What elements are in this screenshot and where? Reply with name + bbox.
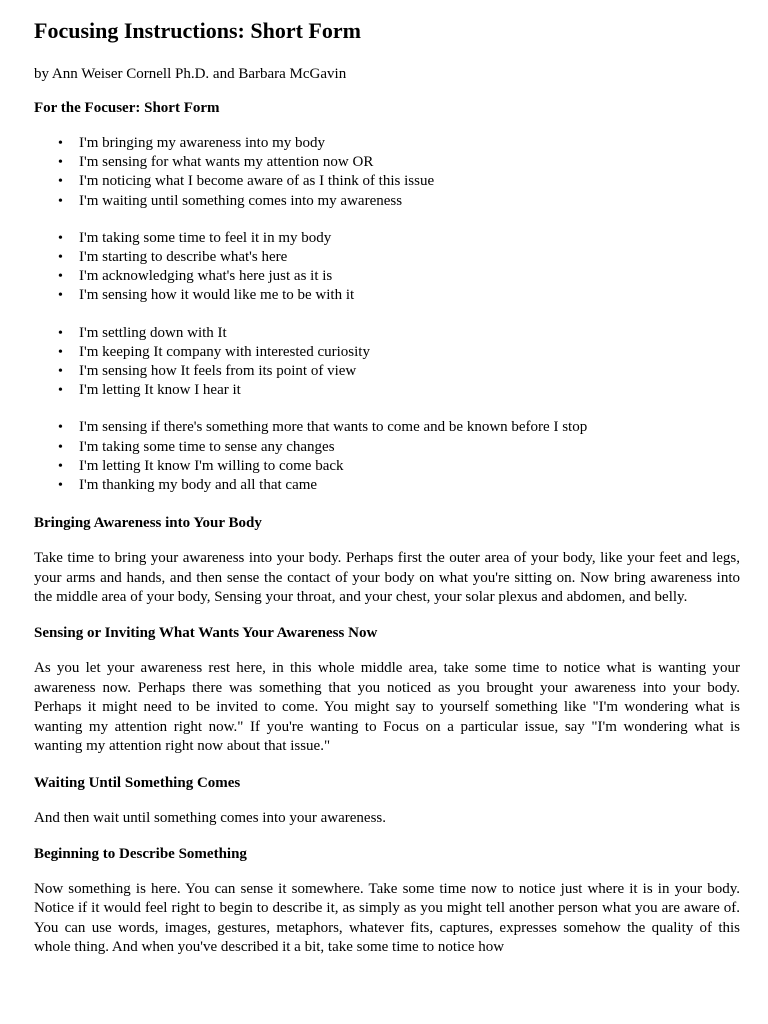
list-item <box>58 286 740 305</box>
section-paragraph: Now something is here. You can sense it somewhere. Take some time now to notice just where it is in your body. Notice if it would feel right to begin to describe it, as simply as you might tell another person what you are aware of. You can use words, images, gestures, metaphors, whatever fits, captures, expresses somehow the quality of this whole thing. And when you've described it a bit, take some time to notice how <box>34 880 740 956</box>
list-item-text: I'm acknowledging what's here just as it is <box>79 268 333 285</box>
list-item-text: I'm sensing how it would like me to be with it <box>79 287 355 304</box>
list-item <box>58 418 740 437</box>
bullet-icon: • <box>58 250 63 266</box>
section-heading: Sensing or Inviting What Wants Your Awareness Now <box>34 625 378 642</box>
bullet-icon: • <box>58 458 63 474</box>
section-sensing-inviting <box>34 623 740 756</box>
list-item-text: I'm settling down with It <box>79 324 227 341</box>
focuser-heading: For the Focuser: Short Form <box>34 100 220 116</box>
list-item <box>58 381 740 400</box>
bullet-groups <box>34 134 740 495</box>
section-waiting <box>34 773 740 828</box>
list-item-text: I'm letting It know I hear it <box>79 382 241 399</box>
list-item-text: I'm sensing if there's something more that wants to come and be known before I stop <box>79 419 588 436</box>
bullet-icon: • <box>58 174 63 190</box>
bullet-icon: • <box>58 325 63 341</box>
bullet-icon: • <box>58 383 63 399</box>
bullet-icon: • <box>58 155 63 171</box>
list-item <box>58 324 740 343</box>
list-item <box>58 192 740 211</box>
list-item-text: I'm thanking my body and all that came <box>79 477 318 494</box>
bullet-icon: • <box>58 288 63 304</box>
list-item <box>58 476 740 495</box>
bullet-icon: • <box>58 439 63 455</box>
list-item <box>58 362 740 381</box>
bullet-icon: • <box>58 269 63 285</box>
section-bringing-awareness <box>34 513 740 607</box>
list-item <box>58 248 740 267</box>
section-paragraph: Take time to bring your awareness into your body. Perhaps first the outer area of your body, like your feet and legs, your arms and hands, and then sense the contact of your body on what you're sitting on. Now bring awareness into the middle area of your body, Sensing your throat, and your chest, your solar plexus and abdomen, and belly. <box>34 550 740 606</box>
list-item-text: I'm bringing my awareness into my body <box>79 135 325 151</box>
section-paragraph: And then wait until something comes into your awareness. <box>34 809 387 826</box>
list-item-text: I'm taking some time to feel it in my body <box>79 229 332 246</box>
bullet-group-2 <box>34 229 740 306</box>
bullet-icon: • <box>58 136 63 151</box>
section-heading: Waiting Until Something Comes <box>34 774 241 791</box>
bullet-group-4 <box>34 418 740 495</box>
list-item-text: I'm sensing how It feels from its point of view <box>79 363 357 380</box>
section-heading: Bringing Awareness into Your Body <box>34 515 262 532</box>
bullet-icon: • <box>58 364 63 380</box>
list-item <box>58 343 740 362</box>
bullet-icon: • <box>58 193 63 209</box>
bullet-group-3 <box>34 324 740 401</box>
bullet-icon: • <box>58 420 63 436</box>
list-item-text: I'm keeping It company with interested curiosity <box>79 343 370 360</box>
document-title: Focusing Instructions: Short Form <box>34 18 361 43</box>
list-item <box>58 267 740 286</box>
list-item-text: I'm starting to describe what's here <box>79 249 288 266</box>
list-item <box>58 457 740 476</box>
list-item-text: I'm waiting until something comes into my awareness <box>79 192 403 209</box>
list-item <box>58 172 740 191</box>
list-item-text: I'm sensing for what wants my attention now OR <box>79 154 374 171</box>
list-item <box>58 134 740 153</box>
section-beginning-to-describe <box>34 844 740 958</box>
list-item-text: I'm taking some time to sense any changes <box>79 438 335 455</box>
list-item <box>58 229 740 248</box>
section-heading: Beginning to Describe Something <box>34 845 247 862</box>
list-item-text: I'm noticing what I become aware of as I think of this issue <box>79 173 435 190</box>
bullet-icon: • <box>58 344 63 360</box>
list-item-text: I'm letting It know I'm willing to come back <box>79 457 344 474</box>
list-item <box>58 438 740 457</box>
list-item <box>58 153 740 172</box>
section-paragraph: As you let your awareness rest here, in this whole middle area, take some time to notice what is wanting your awareness now. Perhaps there was something that you noticed as you brought your awareness into your body. Perhaps it might need to be invited to come. You might say to yourself something like "I'm wondering what is wanting my attention right now." If you're wanting to Focus on a particular issue, say "I'm wondering what is wanting my attention right now about that issue." <box>34 660 740 755</box>
byline: by Ann Weiser Cornell Ph.D. and Barbara McGavin <box>34 66 347 82</box>
bullet-group-1 <box>34 134 740 211</box>
bullet-icon: • <box>58 478 63 494</box>
bullet-icon: • <box>58 230 63 246</box>
